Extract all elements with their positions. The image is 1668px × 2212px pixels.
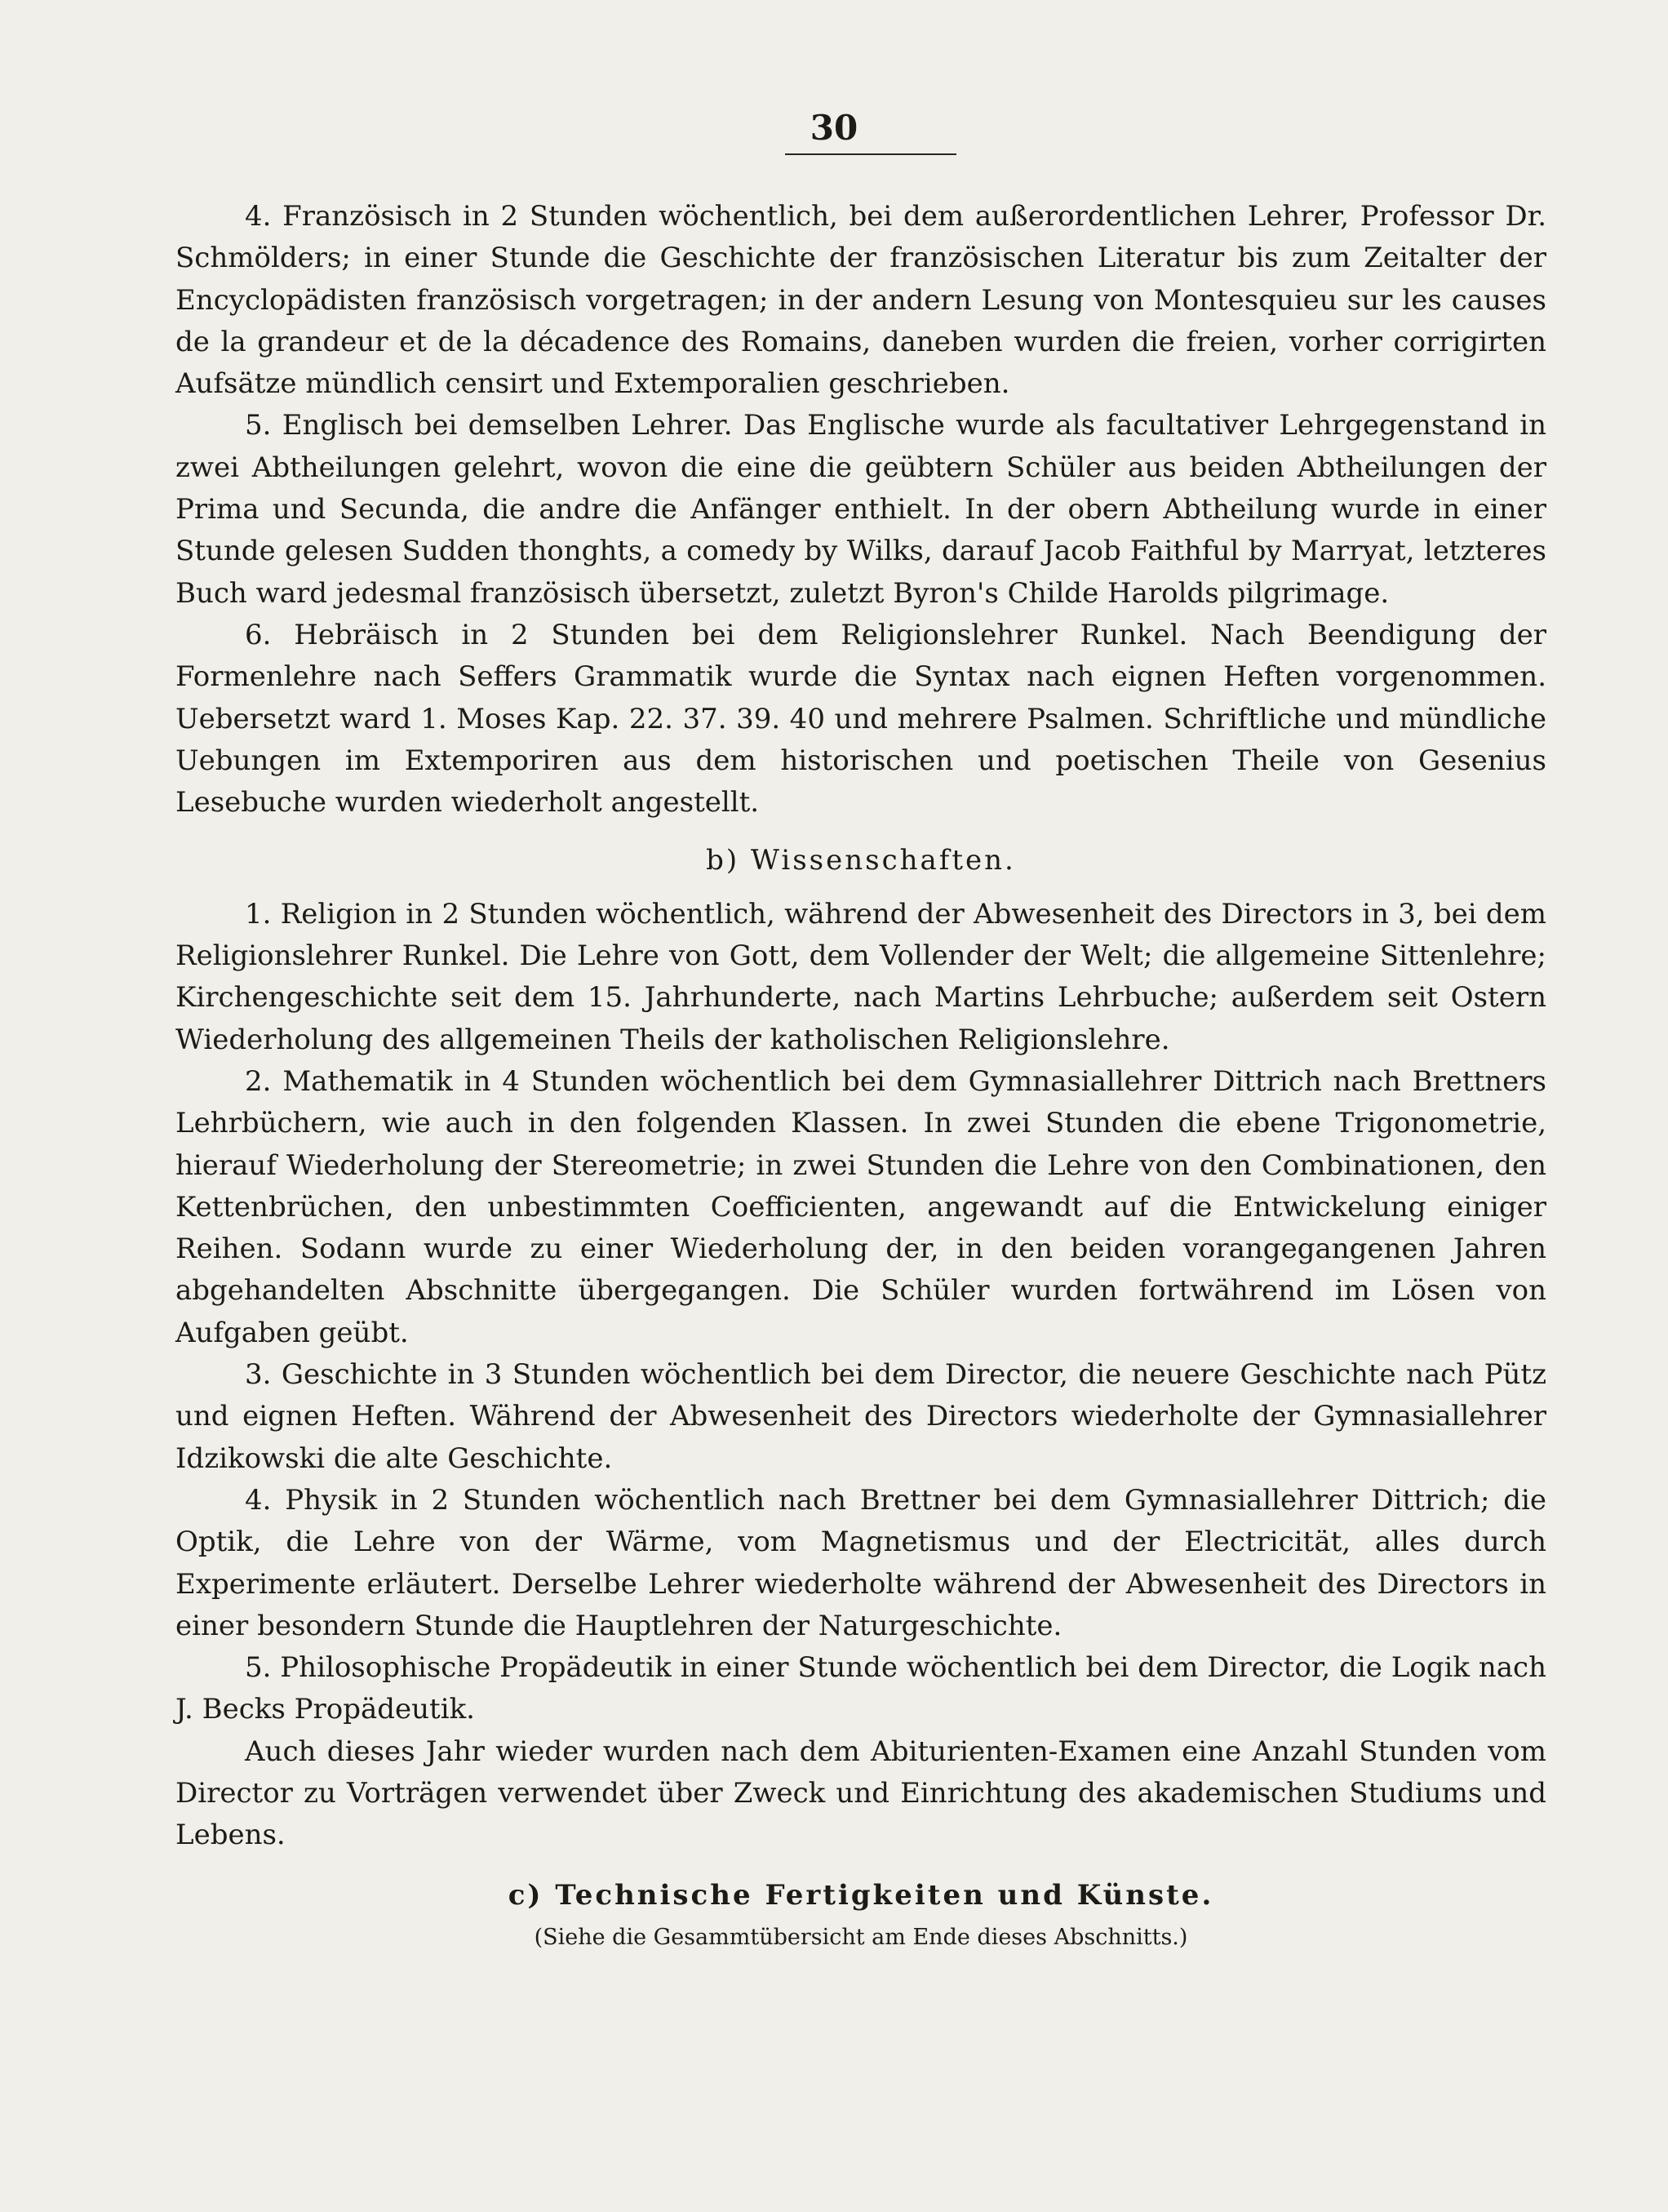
paragraph-englisch: 5. Englisch bei demselben Lehrer. Das Englische wurde als facultativer Lehrgegenstand in zwei Abtheilungen gelehrt, wovon die eine die geübtern Schüler aus beiden Abtheilungen der Prima und Secunda, die andre die Anfänger enthielt. In der obern Abtheilung wurde in einer Stunde gelesen Sudden thonghts, a comedy by Wilks, darauf Jacob Faithful by Marryat, letzteres Buch ward jedesmal französisch übersetzt, zuletzt Byron's Childe Harolds pilgrimage. [175, 409, 1546, 610]
paragraph-physik: 4. Physik in 2 Stunden wöchentlich nach Brettner bei dem Gymnasiallehrer Dittrich; die Optik, die Lehre von der Wärme, vom Magnetismus und der Electricität, alles durch Experimente erläutert. Derselbe Lehrer wiederholte während der Abwesenheit des Directors in einer besondern Stunde die Hauptlehren der Naturgeschichte. [175, 1483, 1546, 1642]
paragraph-geschichte: 3. Geschichte in 3 Stunden wöchentlich bei dem Director, die neuere Geschichte nach Pütz und eignen Heften. Während der Abwesenheit des Directors wiederholte der Gymnasiallehrer Idzikowski die alte Geschichte. [175, 1358, 1546, 1475]
paragraph-hebraeisch: 6. Hebräisch in 2 Stunden bei dem Religionslehrer Runkel. Nach Beendigung der Formenlehre nach Seffers Grammatik wurde die Syntax nach eignen Heften vorgenommen. Uebersetzt ward 1. Moses Kap. 22. 37. 39. 40 und mehrere Psalmen. Schriftliche und mündliche Uebungen im Extemporiren aus dem historischen und poetischen Theile von Gesenius Lesebuche wurden wiederholt angestellt. [175, 618, 1546, 820]
paragraph-abiturienten-vortraege: Auch dieses Jahr wieder wurden nach dem Abiturienten-Examen eine Anzahl Stunden vom Director zu Vorträgen verwendet über Zweck und Einrichtung des akademischen Studiums und Lebens. [175, 1735, 1546, 1852]
section-heading-technische-fertigkeiten: c) Technische Fertigkeiten und Künste. [508, 1878, 1214, 1912]
section-note: (Siehe die Gesammtübersicht am Ende dieses Abschnitts.) [534, 1924, 1188, 1950]
paragraph-religion: 1. Religion in 2 Stunden wöchentlich, während der Abwesenheit des Directors in 3, bei dem Religionslehrer Runkel. Die Lehre von Gott, dem Vollender der Welt; die allgemeine Sittenlehre; Kirchengeschichte seit dem 15. Jahrhunderte, nach Martins Lehrbuche; außerdem seit Ostern Wiederholung des allgemeinen Theils der katholischen Religionslehre. [175, 897, 1546, 1056]
paragraph-franzoesisch: 4. Französisch in 2 Stunden wöchentlich, bei dem außerordentlichen Lehrer, Professor Dr. Schmölders; in einer Stunde die Geschichte der französischen Literatur bis zum Zeitalter der Encyclopädisten französisch vorgetragen; in der andern Lesung von Montesquieu sur les causes de la grandeur et de la décadence des Romains, daneben wurden die freien, vorher corrigirten Aufsätze mündlich censirt und Extemporalien geschrieben. [175, 200, 1546, 401]
page-number: 30 [810, 108, 858, 148]
paragraph-philosophie: 5. Philosophische Propädeutik in einer Stunde wöchentlich bei dem Director, die Logik nach J. Becks Propädeutik. [175, 1651, 1546, 1726]
paragraph-mathematik: 2. Mathematik in 4 Stunden wöchentlich bei dem Gymnasiallehrer Dittrich nach Brettners Lehrbüchern, wie auch in den folgenden Klassen. In zwei Stunden die ebene Trigonometrie, hierauf Wiederholung der Stereometrie; in zwei Stunden die Lehre von den Combinationen, den Kettenbrüchen, den unbestimmten Coefficienten, angewandt auf die Entwickelung einiger Reihen. Sodann wurde zu einer Wiederholung der, in den beiden vorangegangenen Jahren abgehandelten Abschnitte übergegangen. Die Schüler wurden fortwährend im Lösen von Aufgaben geübt. [175, 1064, 1546, 1349]
section-heading-wissenschaften: b) Wissenschaften. [706, 844, 1016, 877]
page-number-rule [785, 153, 956, 155]
body-text [175, 196, 1546, 1956]
